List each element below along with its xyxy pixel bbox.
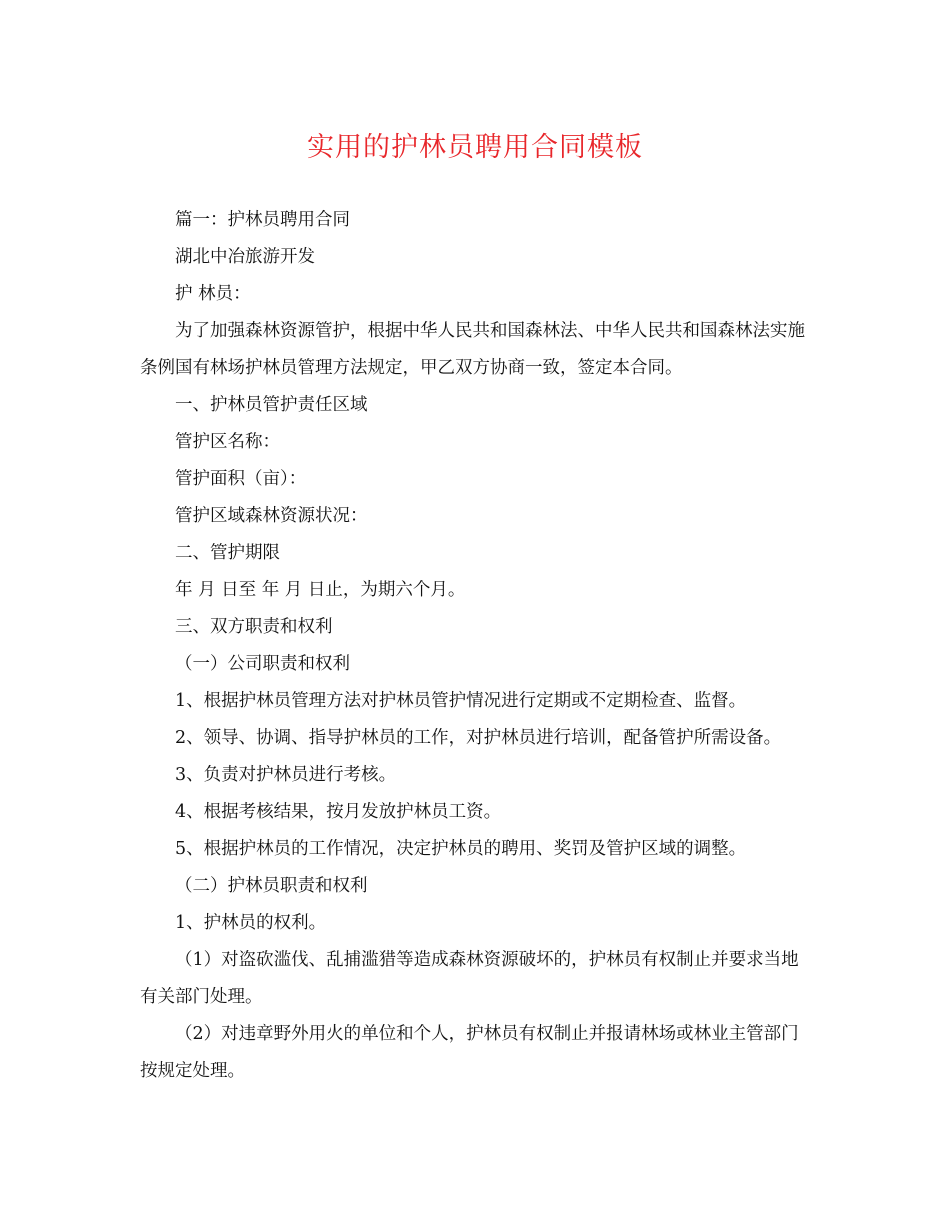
paragraph-ranger-right-2: （2）对违章野外用火的单位和个人，护林员有权制止并报请林场或林业主管部门按规定处理。 <box>140 1024 799 1081</box>
paragraph-area-size: 管护面积（亩）： <box>175 469 307 489</box>
paragraph-company-heading: （一）公司职责和权利 <box>175 654 350 674</box>
paragraph-company-item-5: 5、根据护林员的工作情况，决定护林员的聘用、奖罚及管护区域的调整。 <box>175 839 747 859</box>
paragraph-clause-1: 一、护林员管护责任区域 <box>175 395 368 415</box>
paragraph-section-heading: 篇一：护林员聘用合同 <box>175 210 350 230</box>
paragraph-party-a: 湖北中冶旅游开发 <box>175 247 315 267</box>
document-body <box>140 202 810 1090</box>
paragraph-term: 年 月 日至 年 月 日止，为期六个月。 <box>175 580 466 600</box>
paragraph-area-status: 管护区域森林资源状况： <box>175 506 368 526</box>
paragraph-clause-3: 三、双方职责和权利 <box>175 617 333 637</box>
document-title: 实用的护林员聘用合同模板 <box>307 132 643 163</box>
paragraph-company-item-3: 3、负责对护林员进行考核。 <box>175 765 397 785</box>
paragraph-party-b: 护 林员： <box>175 284 251 304</box>
paragraph-company-item-1: 1、根据护林员管理方法对护林员管护情况进行定期或不定期检查、监督。 <box>175 691 747 711</box>
paragraph-preamble: 为了加强森林资源管护，根据中华人民共和国森林法、中华人民共和国森林法实施条例国有林场护林员管理方法规定，甲乙双方协商一致，签定本合同。 <box>140 321 805 378</box>
paragraph-company-item-2: 2、领导、协调、指导护林员的工作，对护林员进行培训，配备管护所需设备。 <box>175 728 782 748</box>
paragraph-area-name: 管护区名称： <box>175 432 280 452</box>
paragraph-ranger-rights: 1、护林员的权利。 <box>175 913 327 933</box>
paragraph-clause-2: 二、管护期限 <box>175 543 280 563</box>
paragraph-company-item-4: 4、根据考核结果，按月发放护林员工资。 <box>175 802 502 822</box>
paragraph-ranger-heading: （二）护林员职责和权利 <box>175 876 368 896</box>
paragraph-ranger-right-1: （1）对盗砍滥伐、乱捕滥猎等造成森林资源破坏的，护林员有权制止并要求当地有关部门处理。 <box>140 950 799 1007</box>
